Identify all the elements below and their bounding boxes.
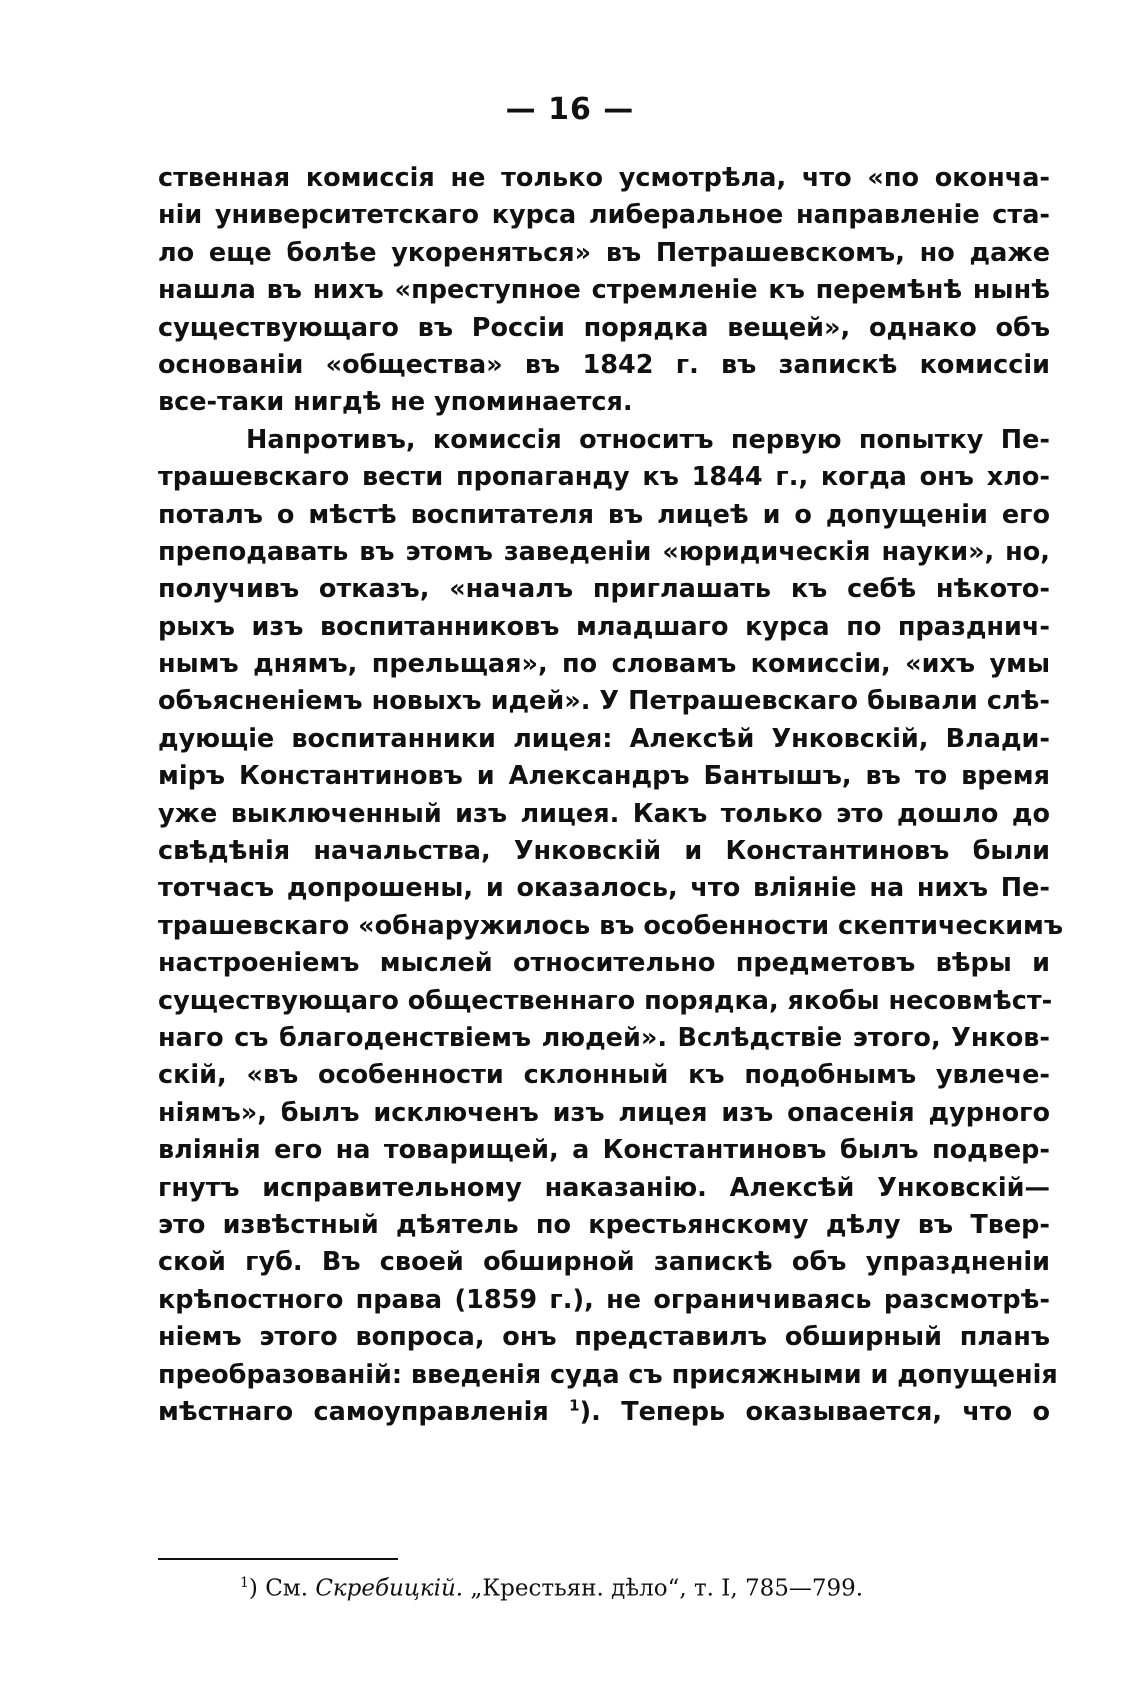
text-line: нымъ днямъ, прельщая», по словамъ комиссіи, «ихъ умы [158, 649, 1050, 680]
text-line: трашевскаго вести пропаганду къ 1844 г., когда онъ хло- [158, 462, 1050, 493]
footnote-ref: 1 [569, 1396, 580, 1415]
text-line: получивъ отказъ, «началъ приглашать къ себѣ нѣкото- [158, 574, 1050, 605]
footnote [240, 1575, 863, 1602]
text-line: все-таки нигдѣ не упоминается. [158, 387, 633, 418]
text-line: основаніи «общества» въ 1842 г. въ запискѣ комиссіи [158, 349, 1050, 380]
footnote-author: Скребицкій. [315, 1575, 464, 1602]
footnote-prefix: ) См. [248, 1575, 316, 1602]
text-line: поталъ о мѣстѣ воспитателя въ лицеѣ и о допущеніи его [158, 499, 1050, 530]
text-line: вліянія его на товарищей, а Константиновъ былъ подвер- [158, 1135, 1050, 1166]
text-line: уже выключенный изъ лицея. Какъ только это дошло до [158, 798, 1050, 829]
text-line: ской губ. Въ своей обширной запискѣ объ упраздненіи [158, 1247, 1050, 1278]
text-line: преподавать въ этомъ заведеніи «юридическія науки», но, [158, 536, 1050, 567]
text-line: дующіе воспитанники лицея: Алексѣй Унковскій, Влади- [158, 723, 1050, 754]
text-line: ло еще болѣе укореняться» въ Петрашевскомъ, но даже [158, 237, 1050, 268]
text-line: ніемъ этого вопроса, онъ представилъ обширный планъ [158, 1322, 1050, 1353]
text-line: тотчасъ допрошены, и оказалось, что вліяніе на нихъ Пе- [158, 873, 1050, 904]
text-line: крѣпостного права (1859 г.), не ограничиваясь разсмотрѣ- [158, 1284, 1050, 1315]
text-line: настроеніемъ мыслей относительно предметовъ вѣры и [158, 948, 1050, 979]
text-line: ніи университетскаго курса либеральное направленіе ста- [158, 200, 1050, 231]
text-line: рыхъ изъ воспитанниковъ младшаго курса по празднич- [158, 611, 1050, 642]
line-text: мѣстнаго самоуправленія [158, 1396, 549, 1427]
text-line: трашевскаго «обнаружилось въ особенности скептическимъ [158, 910, 1064, 941]
text-line: существующаго въ Россіи порядка вещей», однако объ [158, 312, 1050, 343]
footnote-divider [158, 1558, 398, 1560]
text-line: гнутъ исправительному наказанію. Алексѣй Унковскій— [158, 1172, 1050, 1203]
footnote-marker: 1 [240, 1575, 249, 1591]
text-line: ніямъ», былъ исключенъ изъ лицея изъ опасенія дурного [158, 1097, 1050, 1128]
text-line: наго съ благоденствіемъ людей». Вслѣдствіе этого, Унков- [158, 1022, 1050, 1053]
footnote-citation: „Крестьян. дѣло“, т. I, 785—799. [463, 1575, 864, 1602]
text-line: объясненіемъ новыхъ идей». У Петрашевскаго бывали слѣ- [158, 686, 1050, 717]
text-line: преобразованій: введенія суда съ присяжными и допущенія [158, 1359, 1058, 1390]
text-line: скій, «въ особенности склонный къ подобнымъ увлече- [158, 1060, 1050, 1091]
body-text [158, 160, 1064, 1431]
paragraph-start-line: Напротивъ, комиссія относитъ первую попытку Пе- [246, 424, 1050, 455]
line-text-after: ). Теперь оказывается, что о [579, 1396, 1050, 1427]
text-line: существующаго общественнаго порядка, якобы несовмѣст- [158, 985, 1053, 1016]
text-line-with-footnote-ref [158, 1394, 1050, 1431]
text-line: свѣдѣнія начальства, Унковскій и Константиновъ были [158, 836, 1050, 867]
text-line: ственная комиссія не только усмотрѣла, что «по оконча- [158, 163, 1050, 193]
page-number: — 16 — [505, 92, 635, 127]
text-line: міръ Константиновъ и Александръ Бантышъ, въ то время [158, 761, 1050, 792]
text-line: это извѣстный дѣятель по крестьянскому дѣлу въ Твер- [158, 1209, 1050, 1240]
text-line: нашла въ нихъ «преступное стремленіе къ перемѣнѣ нынѣ [158, 275, 1050, 306]
